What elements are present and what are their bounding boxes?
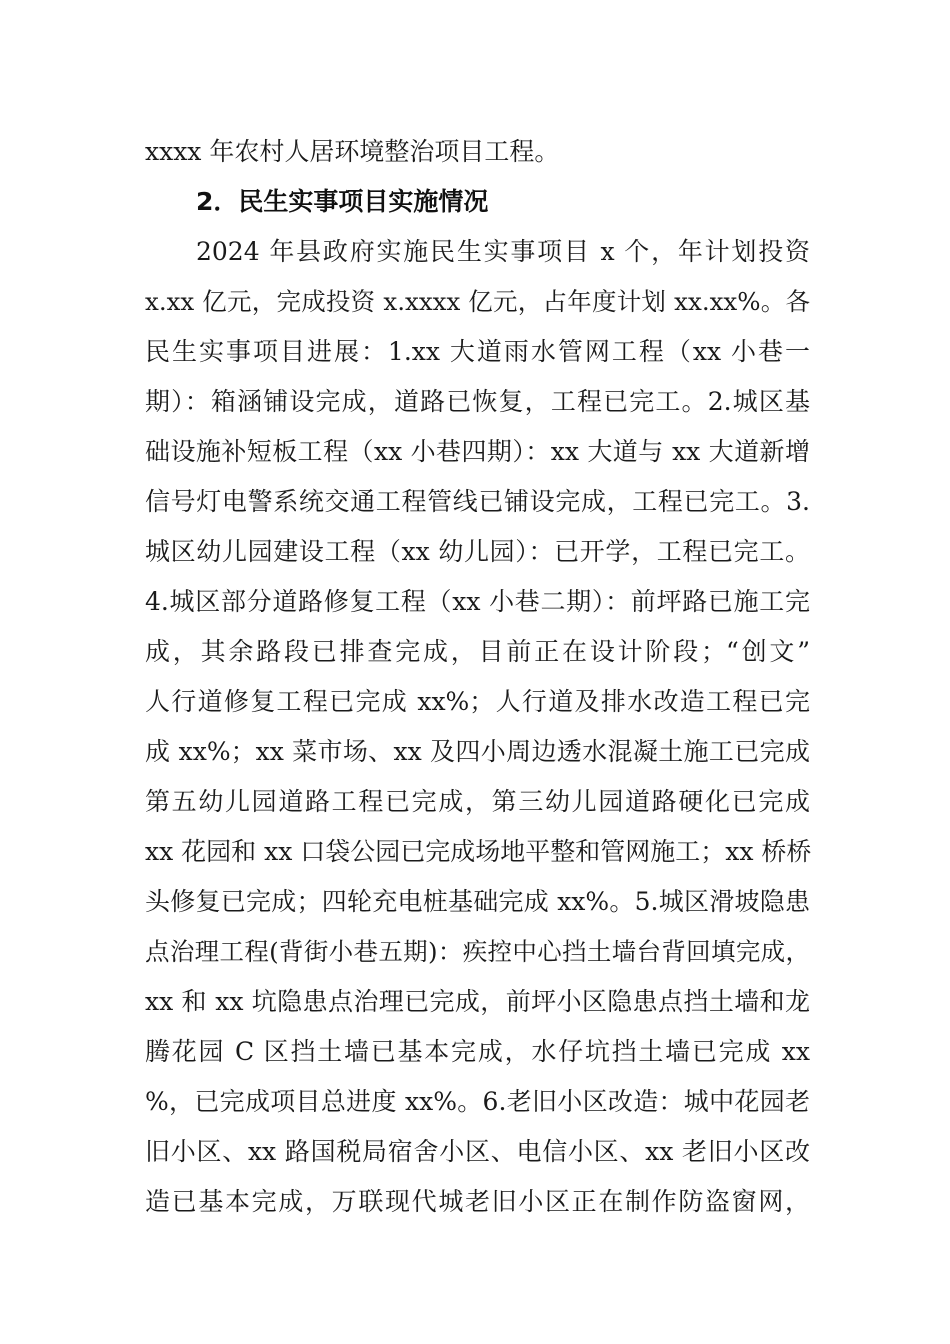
text-line: xx 花园和 xx 口袋公园已完成场地平整和管网施工；xx 桥桥: [145, 837, 812, 866]
text-line: 4.城区部分道路修复工程（xx 小巷二期）：前坪路已施工完: [145, 587, 810, 616]
text-line: 点治理工程(背街小巷五期)：疾控中心挡土墙台背回填完成，: [145, 937, 810, 966]
text-line: xx 和 xx 坑隐患点治理已完成，前坪小区隐患点挡土墙和龙: [145, 987, 810, 1016]
text-line: 城区幼儿园建设工程（xx 幼儿园）：已开学，工程已完工。: [145, 537, 810, 566]
text-line: 信号灯电警系统交通工程管线已铺设完成，工程已完工。3.: [145, 487, 810, 516]
text-line: %，已完成项目总进度 xx%。6.老旧小区改造：城中花园老: [145, 1087, 810, 1116]
text-line: 民生实事项目进展：1.xx 大道雨水管网工程（xx 小巷一: [145, 337, 810, 366]
text-line: x.xx 亿元，完成投资 x.xxxx 亿元，占年度计划 xx.xx%。各: [145, 287, 810, 316]
text-line: 成 xx%；xx 菜市场、xx 及四小周边透水混凝土施工已完成: [145, 737, 810, 766]
text-line: 成，其余路段已排查完成，目前正在设计阶段；“创文”: [145, 637, 810, 666]
section-heading: 2．民生实事项目实施情况: [196, 187, 489, 216]
text-line: 人行道修复工程已完成 xx%；人行道及排水改造工程已完: [145, 687, 810, 716]
text-line: 头修复已完成；四轮充电桩基础完成 xx%。5.城区滑坡隐患: [145, 887, 810, 916]
text-line: 期）：箱涵铺设完成，道路已恢复，工程已完工。2.城区基: [145, 387, 810, 416]
text-line: 第五幼儿园道路工程已完成，第三幼儿园道路硬化已完成: [145, 787, 810, 816]
text-line: xxxx 年农村人居环境整治项目工程。: [145, 137, 560, 166]
text-line: 腾花园 C 区挡土墙已基本完成，水仔坑挡土墙已完成 xx: [145, 1037, 810, 1066]
text-line: 础设施补短板工程（xx 小巷四期）：xx 大道与 xx 大道新增: [145, 437, 810, 466]
text-line: 造已基本完成，万联现代城老旧小区正在制作防盗窗网，: [145, 1187, 810, 1216]
text-line: 旧小区、xx 路国税局宿舍小区、电信小区、xx 老旧小区改: [145, 1137, 810, 1166]
paragraph-first-line: 2024 年县政府实施民生实事项目 x 个，年计划投资: [196, 237, 810, 266]
